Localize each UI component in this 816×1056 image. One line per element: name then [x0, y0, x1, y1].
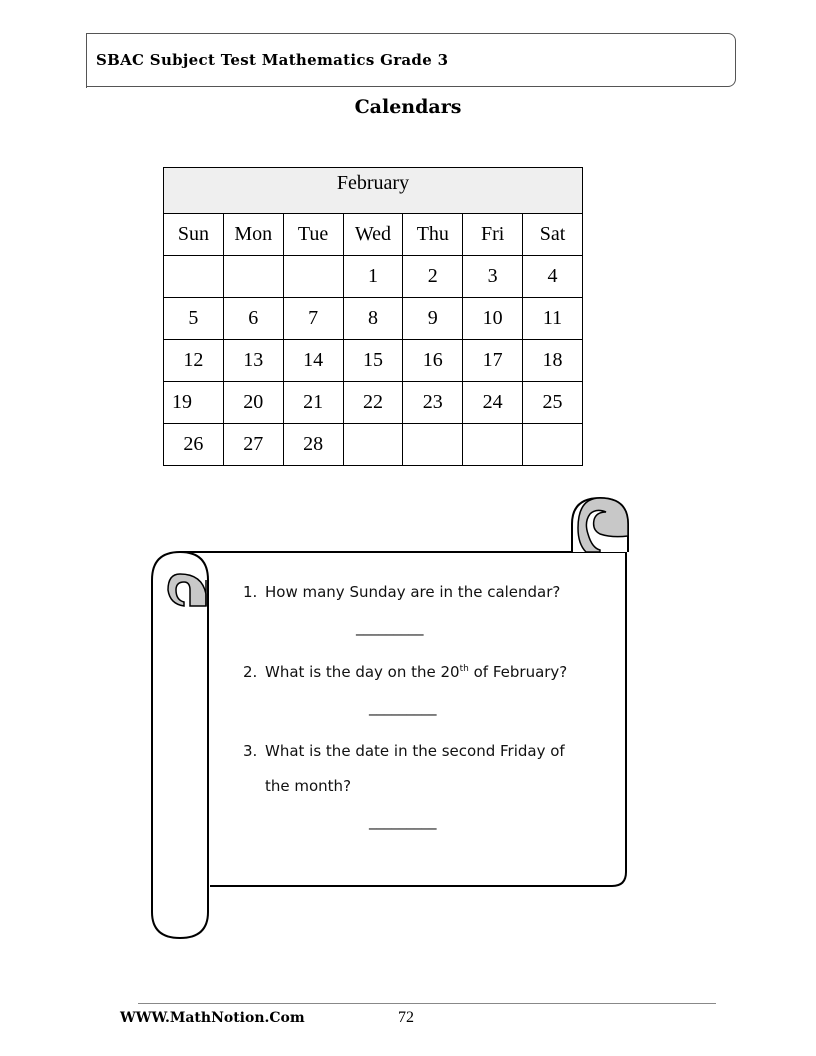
week-row [164, 298, 583, 340]
day-cell: 9 [403, 298, 463, 340]
day-cell: 25 [523, 382, 583, 424]
answer-blank: _________ [369, 698, 437, 716]
day-cell: 19 [164, 382, 224, 424]
calendar-month: February [164, 168, 583, 214]
day-cell: 7 [283, 298, 343, 340]
day-cell: 24 [463, 382, 523, 424]
page-number: 72 [398, 1009, 414, 1026]
day-cell: 15 [343, 340, 403, 382]
day-cell: 21 [283, 382, 343, 424]
question-number: 2. [243, 663, 258, 681]
day-cell: 18 [523, 340, 583, 382]
header-box [86, 33, 736, 87]
weekday-row [164, 214, 583, 256]
weekday-header: Tue [283, 214, 343, 256]
week-row [164, 340, 583, 382]
header-title: SBAC Subject Test Mathematics Grade 3 [96, 51, 449, 69]
scroll-illustration [150, 494, 632, 940]
question-text: What is the day on the 20 [265, 663, 460, 681]
question-text: of February? [468, 663, 568, 681]
page-title: Calendars [354, 96, 462, 118]
weekday-header: Mon [223, 214, 283, 256]
week-row [164, 424, 583, 466]
superscript: th [459, 664, 469, 674]
week-row [164, 256, 583, 298]
day-cell: 1 [343, 256, 403, 298]
day-cell: 12 [164, 340, 224, 382]
day-cell: 3 [463, 256, 523, 298]
question-number: 1. [243, 583, 258, 601]
day-cell [343, 424, 403, 466]
day-cell: 27 [223, 424, 283, 466]
day-cell [164, 256, 224, 298]
day-cell [223, 256, 283, 298]
day-cell: 20 [223, 382, 283, 424]
day-cell: 6 [223, 298, 283, 340]
day-cell: 13 [223, 340, 283, 382]
question-text: What is the date in the second Friday of [265, 742, 565, 760]
weekday-header: Sat [523, 214, 583, 256]
question-2 [243, 663, 567, 681]
day-cell: 22 [343, 382, 403, 424]
day-cell [463, 424, 523, 466]
weekday-header: Sun [164, 214, 224, 256]
footer-website: WWW.MathNotion.Com [120, 1010, 305, 1026]
day-cell: 26 [164, 424, 224, 466]
answer-blank: _________ [369, 812, 437, 830]
weekday-header: Thu [403, 214, 463, 256]
day-cell [523, 424, 583, 466]
calendar-table [163, 167, 583, 466]
day-cell: 23 [403, 382, 463, 424]
day-cell: 4 [523, 256, 583, 298]
question-1 [243, 583, 560, 601]
weekday-header: Wed [343, 214, 403, 256]
day-cell: 5 [164, 298, 224, 340]
day-cell [283, 256, 343, 298]
question-number: 3. [243, 742, 258, 760]
question-3-line-2: the month? [265, 777, 352, 795]
question-3 [243, 742, 565, 760]
week-row [164, 382, 583, 424]
answer-blank: _________ [356, 618, 424, 636]
day-cell: 16 [403, 340, 463, 382]
question-text: How many Sunday are in the calendar? [265, 583, 561, 601]
weekday-header: Fri [463, 214, 523, 256]
day-cell: 11 [523, 298, 583, 340]
day-cell: 2 [403, 256, 463, 298]
day-cell: 8 [343, 298, 403, 340]
day-cell: 17 [463, 340, 523, 382]
footer-divider [138, 1003, 716, 1004]
day-cell: 28 [283, 424, 343, 466]
day-cell: 10 [463, 298, 523, 340]
day-cell: 14 [283, 340, 343, 382]
day-cell [403, 424, 463, 466]
